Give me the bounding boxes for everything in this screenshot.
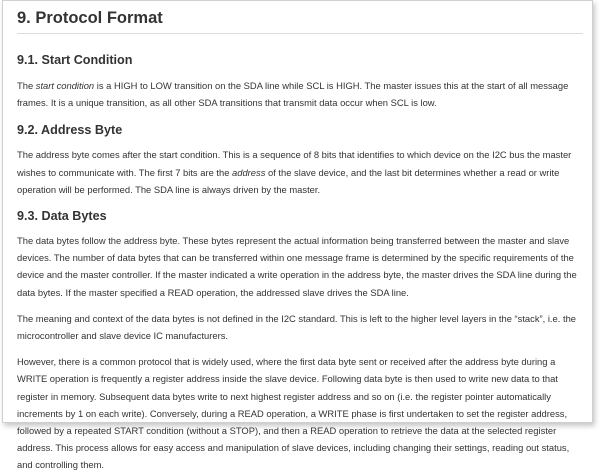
start-condition-term: start condition	[35, 80, 95, 91]
start-condition-text-b: is a HIGH to LOW transition on the SDA line while SCL is HIGH. The master issues this at the start of all message frames. It is a unique transition, as all other SDA transitions that transmit data occur when SCL is low.	[17, 80, 569, 109]
page-title: 9. Protocol Format	[17, 6, 583, 34]
data-bytes-paragraph-2: The meaning and context of the data bytes is not defined in the I2C standard. This is left to the higher level layers in the “stack”, i.e. the microcontroller and slave device IC manufacturers.	[17, 312, 576, 342]
section-heading-data-bytes: 9.3. Data Bytes	[17, 209, 107, 224]
section-heading-address-byte: 9.2. Address Byte	[17, 123, 123, 138]
start-condition-text-a: The	[17, 80, 36, 91]
data-bytes-paragraph-1: The data bytes follow the address byte. These bytes represent the actual information being transferred between the master and slave devices. The number of data bytes that can be transferred within one message frame is determined by the specific requirements of the device and the master controller. If the master indicated a write operation in the address byte, the master drives the SDA line during the data bytes. If the master specified a READ operation, the addressed slave drives the SDA line.	[17, 235, 577, 298]
address-byte-paragraph	[17, 146, 583, 198]
document-content	[17, 6, 583, 474]
address-byte-text-b: of the slave device, and the last bit determines whether a read or write operation will be performed. The SDA line is always driven by the master.	[17, 166, 560, 195]
address-byte-text-a: The address byte comes after the start condition. This is a sequence of 8 bits that identifies to which device on the I2C bus the master wishes to communicate with. The first 7 bits are the	[17, 149, 572, 178]
address-term: address	[232, 166, 266, 178]
data-bytes-paragraph-3: However, there is a common protocol that is widely used, where the first data byte sent or received after the address byte during a WRITE operation is frequently a register address inside the slave device. Following data byte is then used to write new data to that register in memory. Subsequent data bytes write to next highest register address and so on (i.e. the register pointer automatically increments by 1 on each write). Conversely, during a READ operation, a WRITE phase is first undertaken to set the register address, followed by a repeated START condition (without a STOP), and then a READ operation to retrieve the data at the selected register address. This process allows for easy access and manipulation of slave devices, including changing their settings, reading out status, and controlling them.	[17, 356, 570, 471]
start-condition-paragraph	[17, 77, 583, 111]
document-page	[2, 0, 593, 471]
section-heading-start-condition: 9.1. Start Condition	[17, 53, 133, 67]
